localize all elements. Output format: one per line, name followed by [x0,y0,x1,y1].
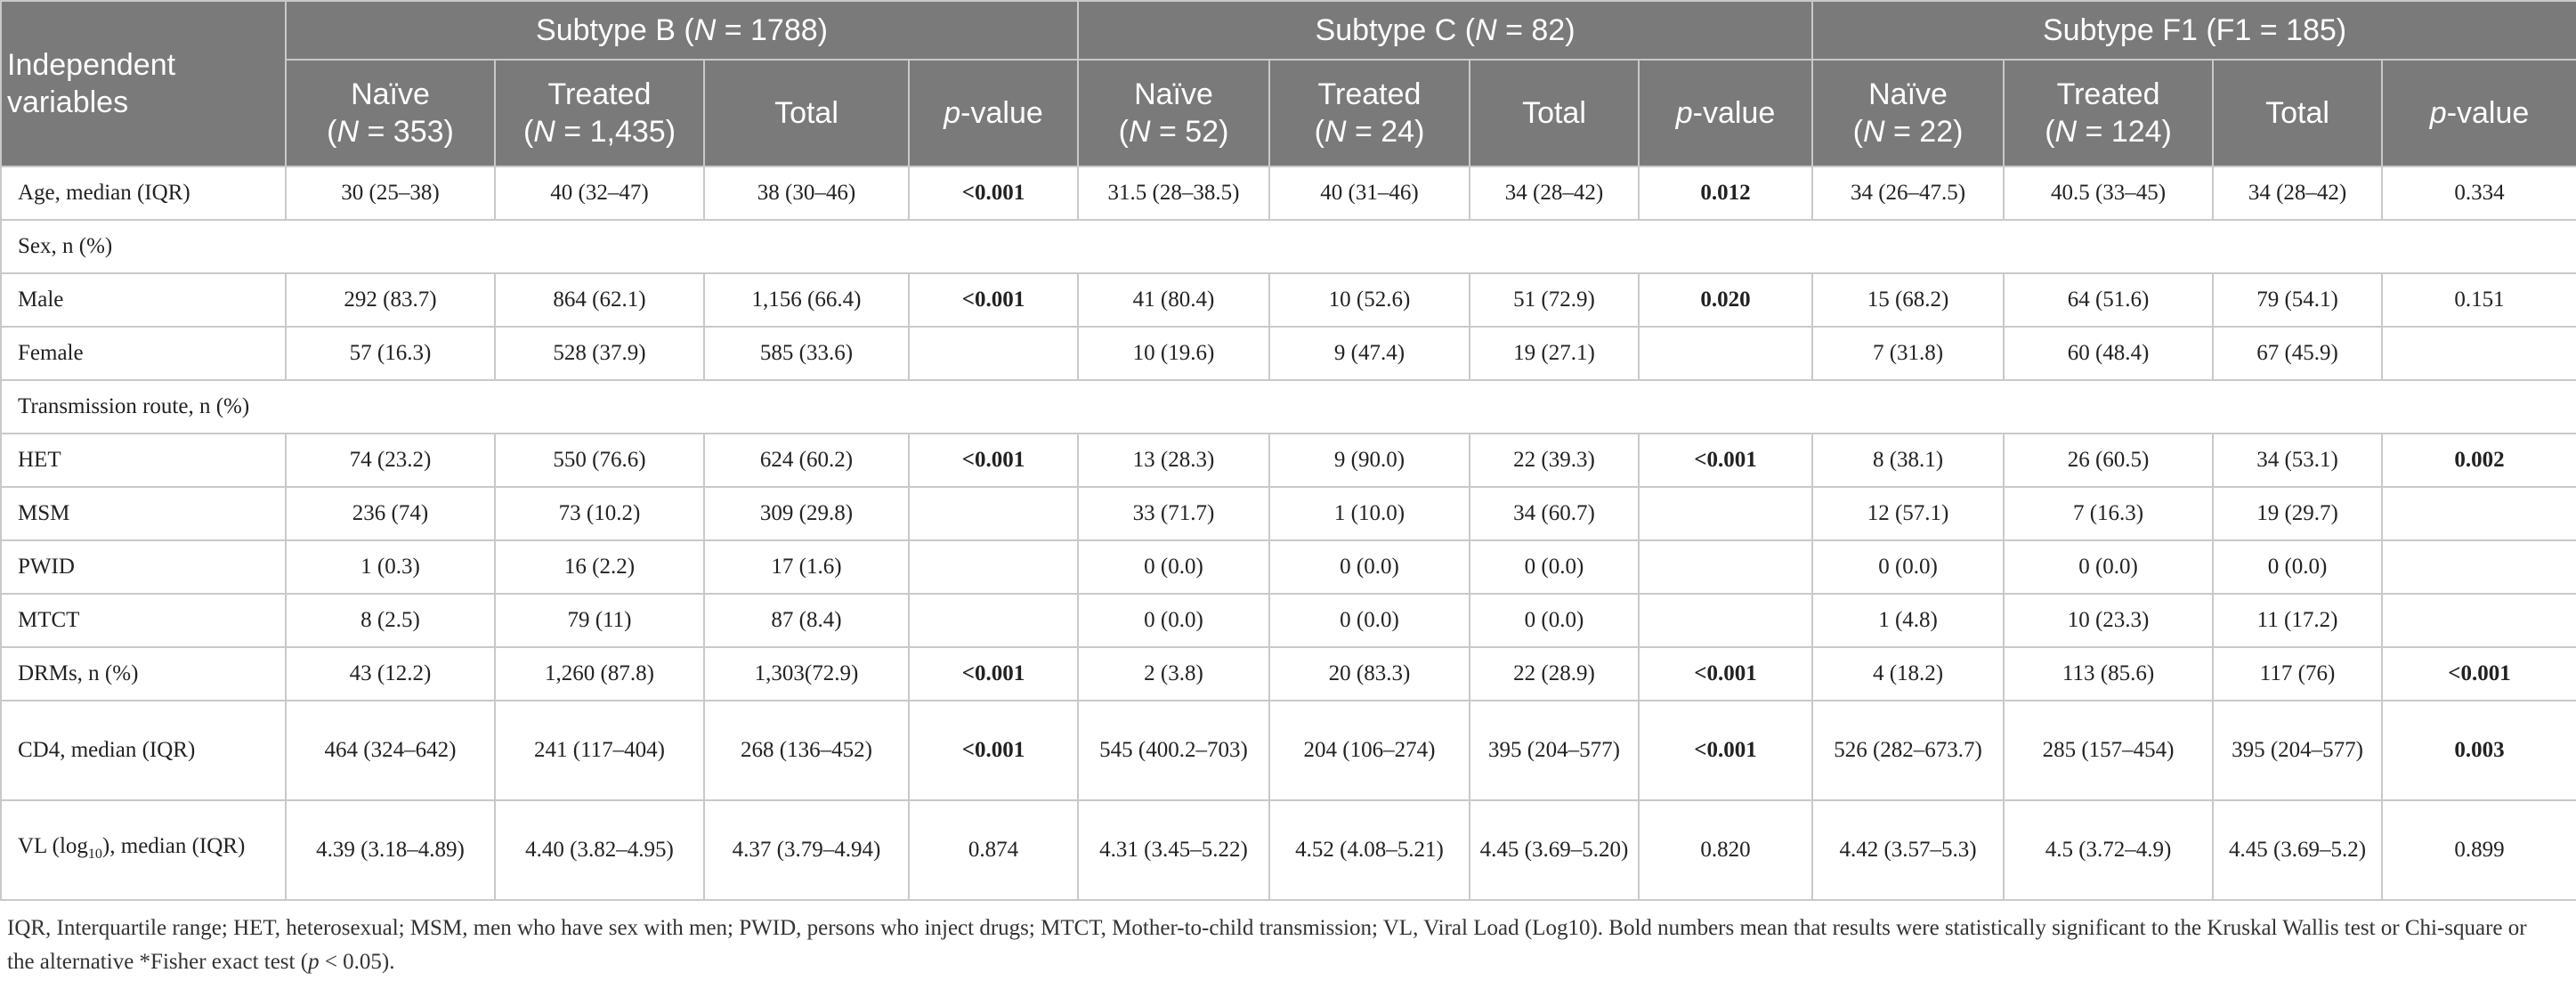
footnote-text: < 0.05). [319,950,395,974]
value-cell: 34 (28–42) [2213,166,2382,220]
p-value-cell: <0.001 [1639,647,1812,701]
subheader-text: Naïve [351,77,430,111]
value-cell: 464 (324–642) [286,701,495,800]
subheader-b-naive [286,60,495,166]
value-cell: 16 (2.2) [495,540,704,594]
value-cell: 528 (37.9) [495,327,704,380]
value-cell: 9 (90.0) [1269,434,1470,487]
p-value-cell [2382,540,2576,594]
value-cell: 15 (68.2) [1812,273,2004,327]
p-value-cell: <0.001 [1639,434,1812,487]
value-cell: 864 (62.1) [495,273,704,327]
group-text: Subtype F1 (F1 = 185) [2042,13,2347,47]
value-cell: 26 (60.5) [2004,434,2213,487]
subheader-text: Naïve [1134,77,1213,111]
subheader-text: -value [960,96,1043,130]
row-label: MTCT [1,594,286,647]
value-cell: 4.39 (3.18–4.89) [286,800,495,900]
value-cell: 285 (157–454) [2004,701,2213,800]
p-value-cell [1639,540,1812,594]
value-cell: 395 (204–577) [2213,701,2382,800]
subheader-text: = 24) [1346,115,1425,149]
value-cell: 1 (0.3) [286,540,495,594]
p-value-cell [909,327,1078,380]
value-cell: 4.40 (3.82–4.95) [495,800,704,900]
value-cell: 0 (0.0) [2213,540,2382,594]
section-label: Transmission route, n (%) [1,380,2576,434]
value-cell: 268 (136–452) [704,701,909,800]
value-cell: 241 (117–404) [495,701,704,800]
value-cell: 4.37 (3.79–4.94) [704,800,909,900]
subheader-f1-treated [2004,60,2213,166]
value-cell: 4.5 (3.72–4.9) [2004,800,2213,900]
value-cell: 4.52 (4.08–5.21) [1269,800,1470,900]
subheader-text: = 124) [2077,115,2172,149]
value-cell: 79 (54.1) [2213,273,2382,327]
value-cell: 20 (83.3) [1269,647,1470,701]
value-cell: 64 (51.6) [2004,273,2213,327]
p-value-cell: 0.151 [2382,273,2576,327]
value-cell: 0 (0.0) [1078,594,1269,647]
n-symbol: N [1862,115,1885,149]
subheader-text: = 1,435) [555,115,676,149]
p-value-cell: <0.001 [909,166,1078,220]
value-cell: 585 (33.6) [704,327,909,380]
table-row-mtct [1,594,2576,647]
subheader-c-p-value [1639,60,1812,166]
subheader-c-naive [1078,60,1269,166]
value-cell: 4 (18.2) [1812,647,2004,701]
value-cell: 60 (48.4) [2004,327,2213,380]
row-label: PWID [1,540,286,594]
value-cell: 67 (45.9) [2213,327,2382,380]
value-cell: 4.45 (3.69–5.20) [1470,800,1639,900]
subheader-b-treated [495,60,704,166]
group-text: = 1788) [716,13,828,47]
value-cell: 30 (25–38) [286,166,495,220]
subheader-text: Total [1522,96,1586,130]
table-row-vl [1,800,2576,900]
value-cell: 204 (106–274) [1269,701,1470,800]
group-text: Subtype C ( [1315,13,1476,47]
p-value-cell: 0.874 [909,800,1078,900]
subheader-text: = 353) [359,115,454,149]
value-cell: 74 (23.2) [286,434,495,487]
subheader-text: -value [2446,96,2530,130]
row-label-text: VL (log [18,833,88,858]
value-cell: 550 (76.6) [495,434,704,487]
value-cell: 38 (30–46) [704,166,909,220]
value-cell: 34 (60.7) [1470,487,1639,540]
subheader-f1-total [2213,60,2382,166]
value-cell: 4.45 (3.69–5.2) [2213,800,2382,900]
group-text: Subtype B ( [536,13,694,47]
value-cell: 22 (39.3) [1470,434,1639,487]
row-label: HET [1,434,286,487]
p-value-cell [909,487,1078,540]
subheader-b-p-value [909,60,1078,166]
subheader-text: ( [1314,115,1324,149]
group-n-symbol: N [693,13,717,47]
p-value-cell: <0.001 [1639,701,1812,800]
value-cell: 236 (74) [286,487,495,540]
value-cell: 73 (10.2) [495,487,704,540]
p-value-cell: 0.020 [1639,273,1812,327]
value-cell: 12 (57.1) [1812,487,2004,540]
value-cell: 40.5 (33–45) [2004,166,2213,220]
value-cell: 57 (16.3) [286,327,495,380]
value-cell: 34 (53.1) [2213,434,2382,487]
p-value-cell [1639,327,1812,380]
value-cell: 624 (60.2) [704,434,909,487]
p-value-cell: <0.001 [2382,647,2576,701]
value-cell: 79 (11) [495,594,704,647]
value-cell: 40 (32–47) [495,166,704,220]
subheader-text: -value [1692,96,1776,130]
table-row-het [1,434,2576,487]
value-cell: 31.5 (28–38.5) [1078,166,1269,220]
p-value-cell: 0.012 [1639,166,1812,220]
value-cell: 9 (47.4) [1269,327,1470,380]
group-n-symbol: N [1475,13,1497,47]
row-label: MSM [1,487,286,540]
section-label: Sex, n (%) [1,220,2576,273]
subheader-text: Total [774,96,838,130]
value-cell: 113 (85.6) [2004,647,2213,701]
value-cell: 17 (1.6) [704,540,909,594]
subheader-text: = 22) [1884,115,1964,149]
p-value-cell: 0.820 [1639,800,1812,900]
value-cell: 34 (26–47.5) [1812,166,2004,220]
n-symbol: N [1324,115,1347,149]
header-group-subtype-f1 [1812,1,2576,60]
value-cell: 0 (0.0) [1269,540,1470,594]
value-cell: 51 (72.9) [1470,273,1639,327]
value-cell: 4.42 (3.57–5.3) [1812,800,2004,900]
value-cell: 41 (80.4) [1078,273,1269,327]
header-label: Independent variables [7,48,176,119]
row-label-text: ), median (IQR) [101,833,246,858]
table-row-male [1,273,2576,327]
value-cell: 395 (204–577) [1470,701,1639,800]
p-value-cell [2382,487,2576,540]
value-cell: 8 (38.1) [1812,434,2004,487]
value-cell: 0 (0.0) [2004,540,2213,594]
value-cell: 19 (29.7) [2213,487,2382,540]
subheader-text: ( [522,115,534,149]
p-symbol: p [944,96,961,130]
value-cell: 33 (71.7) [1078,487,1269,540]
table-row-route [1,380,2576,434]
value-cell: 1 (4.8) [1812,594,2004,647]
value-cell: 19 (27.1) [1470,327,1639,380]
value-cell: 545 (400.2–703) [1078,701,1269,800]
table-body [1,166,2576,900]
table-row-cd4 [1,701,2576,800]
p-value-cell: 0.334 [2382,166,2576,220]
row-label: Male [1,273,286,327]
value-cell: 2 (3.8) [1078,647,1269,701]
subheader-f1-naive [1812,60,2004,166]
value-cell: 10 (19.6) [1078,327,1269,380]
subheader-text: ( [2045,115,2055,149]
header-independent-variables [1,1,286,166]
value-cell: 4.31 (3.45–5.22) [1078,800,1269,900]
n-symbol: N [533,115,555,149]
value-cell: 22 (28.9) [1470,647,1639,701]
p-symbol: p [1675,96,1693,130]
value-cell: 10 (52.6) [1269,273,1470,327]
p-value-cell: 0.003 [2382,701,2576,800]
subheader-b-total [704,60,909,166]
table-row-sex [1,220,2576,273]
p-value-cell [909,594,1078,647]
value-cell: 34 (28–42) [1470,166,1639,220]
row-label: DRMs, n (%) [1,647,286,701]
n-symbol: N [1128,115,1151,149]
subheader-text: ( [1118,115,1129,149]
row-label: Female [1,327,286,380]
value-cell: 40 (31–46) [1269,166,1470,220]
header-group-subtype-c [1078,1,1812,60]
p-value-cell [1639,594,1812,647]
row-label [1,800,286,900]
table-row-drms [1,647,2576,701]
p-value-cell: 0.899 [2382,800,2576,900]
table-footnote [0,901,2558,979]
subheader-c-total [1470,60,1639,166]
p-value-cell [909,540,1078,594]
value-cell: 87 (8.4) [704,594,909,647]
table-row-age [1,166,2576,220]
p-value-cell: 0.002 [2382,434,2576,487]
n-symbol: N [2054,115,2078,149]
p-symbol: p [2429,96,2447,130]
p-value-cell: <0.001 [909,647,1078,701]
subheader-c-treated [1269,60,1470,166]
footnote-p-symbol: p [308,950,320,974]
row-label: CD4, median (IQR) [1,701,286,800]
value-cell: 7 (16.3) [2004,487,2213,540]
subheader-text: Treated [2056,77,2160,111]
subheader-text: ( [327,115,337,149]
value-cell: 1,303(72.9) [704,647,909,701]
subheader-text: Treated [547,77,652,111]
p-value-cell: <0.001 [909,434,1078,487]
subheader-f1-p-value [2382,60,2576,166]
subheader-text: Naïve [1868,77,1948,111]
row-label: Age, median (IQR) [1,166,286,220]
value-cell: 7 (31.8) [1812,327,2004,380]
p-value-cell [2382,327,2576,380]
table-row-pwid [1,540,2576,594]
value-cell: 526 (282–673.7) [1812,701,2004,800]
group-text: = 82) [1496,13,1576,47]
table-header [1,1,2576,166]
value-cell: 1,260 (87.8) [495,647,704,701]
value-cell: 0 (0.0) [1812,540,2004,594]
value-cell: 43 (12.2) [286,647,495,701]
value-cell: 0 (0.0) [1269,594,1470,647]
p-value-cell [2382,594,2576,647]
value-cell: 1,156 (66.4) [704,273,909,327]
subheader-text: ( [1852,115,1863,149]
footnote-text: IQR, Interquartile range; HET, heterosexual; MSM, men who have sex with men; PWID, persons who inject drugs; MTCT, Mother-to-child transmission; VL, Viral Load (Log10). Bold numbers mean that results were statistically significant to the Kruskal Wallis test or Chi-square or the alternative *Fisher exact test ( [7,916,2527,974]
subheader-text: Total [2265,96,2329,130]
value-cell: 11 (17.2) [2213,594,2382,647]
subheader-text: Treated [1317,77,1422,111]
value-cell: 1 (10.0) [1269,487,1470,540]
p-value-cell [1639,487,1812,540]
value-cell: 0 (0.0) [1470,540,1639,594]
table-row-female [1,327,2576,380]
value-cell: 0 (0.0) [1470,594,1639,647]
header-group-subtype-b [286,1,1078,60]
value-cell: 8 (2.5) [286,594,495,647]
value-cell: 10 (23.3) [2004,594,2213,647]
p-value-cell: <0.001 [909,273,1078,327]
n-symbol: N [336,115,360,149]
value-cell: 0 (0.0) [1078,540,1269,594]
table-row-msm [1,487,2576,540]
value-cell: 117 (76) [2213,647,2382,701]
p-value-cell: <0.001 [909,701,1078,800]
value-cell: 292 (83.7) [286,273,495,327]
row-label-subscript: 10 [87,846,102,862]
subheader-text: = 52) [1150,115,1229,149]
value-cell: 13 (28.3) [1078,434,1269,487]
value-cell: 309 (29.8) [704,487,909,540]
